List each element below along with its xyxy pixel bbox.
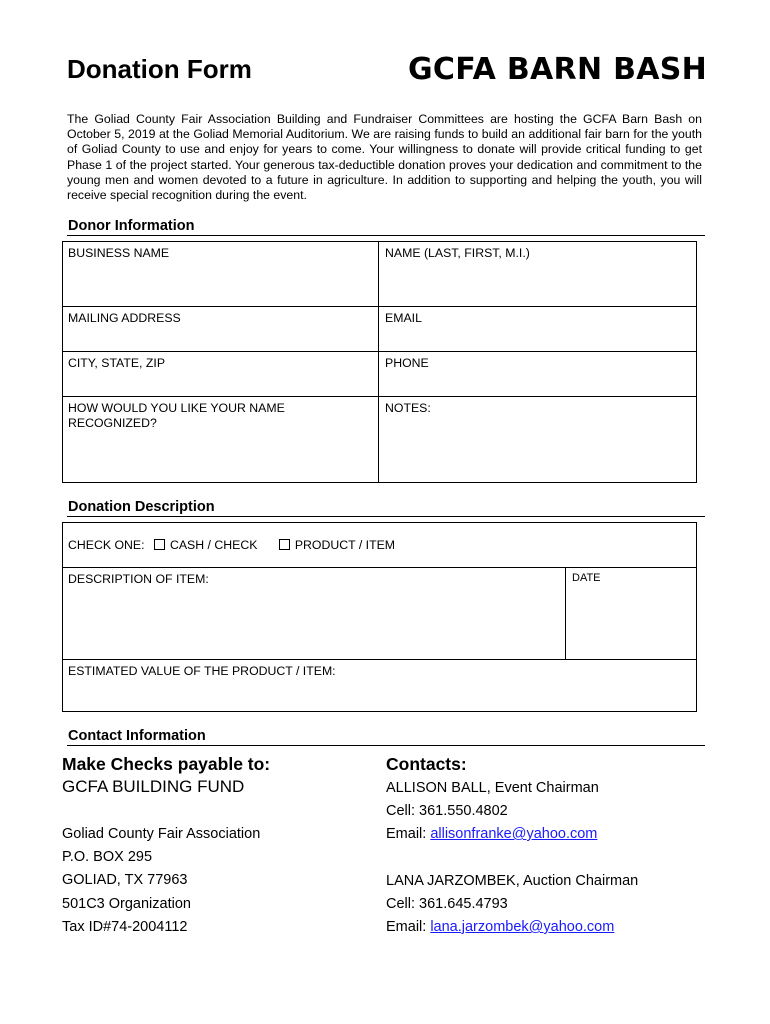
date-label: DATE	[572, 572, 601, 584]
date-field[interactable]	[566, 566, 697, 658]
contact2-email-line	[386, 919, 614, 935]
tax-id: Tax ID#74-2004112	[62, 919, 188, 935]
payable-heading: Make Checks payable to:	[62, 754, 271, 774]
contact1-email-label: Email:	[386, 826, 431, 842]
recognition-label: HOW WOULD YOU LIKE YOUR NAME RECOGNIZED?	[68, 401, 285, 430]
estimated-value-label: ESTIMATED VALUE OF THE PRODUCT / ITEM:	[68, 664, 336, 678]
description-field[interactable]	[62, 567, 565, 659]
cash-check-label: CASH / CHECK	[169, 538, 258, 552]
business-name-label: BUSINESS NAME	[68, 246, 170, 260]
contact1-email-link[interactable]: allisonfranke@yahoo.com	[430, 826, 598, 842]
donor-information-heading: Donor Information	[67, 218, 705, 236]
org-name: Goliad County Fair Association	[62, 826, 261, 842]
product-item-checkbox[interactable]	[279, 539, 290, 550]
contact-information-heading: Contact Information	[67, 728, 705, 746]
email-label: EMAIL	[385, 311, 422, 325]
business-name-field[interactable]	[62, 241, 378, 306]
product-item-option[interactable]	[279, 538, 395, 552]
intro-paragraph: The Goliad County Fair Association Building and Fundraiser Committees are hosting the GCFA Barn Bash on October 5, 2019 at the Goliad Memorial Auditorium. We are raising funds to build an additional fair barn for the youth of Goliad County to use and enjoy for years to come. Your willingness to donate will provide critical funding to get Phase 1 of the project started. Your generous tax-deductible donation proves your dedication and commitment to the young men and women devoted to a future in agriculture. In addition to supporting and helping the youth, you will receive special recognition during the event.	[67, 112, 702, 203]
cash-check-checkbox[interactable]	[154, 539, 165, 550]
donor-name-label: NAME (LAST, FIRST, M.I.)	[385, 246, 530, 260]
city-state-zip-field[interactable]	[62, 351, 378, 396]
contacts-heading: Contacts:	[386, 754, 467, 774]
contact2-email-label: Email:	[386, 919, 431, 935]
po-box: P.O. BOX 295	[62, 849, 153, 865]
org-city: GOLIAD, TX 77963	[62, 872, 188, 888]
contact2-cell: Cell: 361.645.4793	[386, 896, 508, 912]
check-one-label: CHECK ONE:	[68, 538, 145, 552]
donation-description-heading: Donation Description	[67, 499, 705, 517]
phone-label: PHONE	[385, 356, 429, 370]
email-field[interactable]	[379, 306, 697, 351]
recognition-field[interactable]	[62, 396, 322, 483]
donor-name-field[interactable]	[379, 241, 697, 306]
form-title: Donation Form	[67, 54, 252, 84]
notes-label: NOTES:	[385, 401, 431, 415]
contact1-email-line	[386, 826, 597, 842]
phone-field[interactable]	[379, 351, 697, 396]
product-item-label: PRODUCT / ITEM	[294, 538, 396, 552]
estimated-value-field[interactable]	[62, 659, 697, 712]
contact2-email-link[interactable]: lana.jarzombek@yahoo.com	[430, 919, 615, 935]
check-one-row	[68, 538, 413, 552]
contact2-name: LANA JARZOMBEK, Auction Chairman	[386, 873, 639, 889]
payable-to: GCFA BUILDING FUND	[62, 777, 245, 796]
mailing-address-field[interactable]	[62, 306, 378, 351]
mailing-address-label: MAILING ADDRESS	[68, 311, 181, 325]
notes-field[interactable]	[379, 396, 697, 483]
contact1-name: ALLISON BALL, Event Chairman	[386, 780, 599, 796]
cash-check-option[interactable]	[154, 538, 261, 552]
org-type: 501C3 Organization	[62, 896, 191, 912]
event-title: GCFA BARN BASH	[408, 52, 708, 87]
description-label: DESCRIPTION OF ITEM:	[68, 572, 209, 586]
contact1-cell: Cell: 361.550.4802	[386, 803, 508, 819]
city-state-zip-label: CITY, STATE, ZIP	[68, 356, 166, 370]
